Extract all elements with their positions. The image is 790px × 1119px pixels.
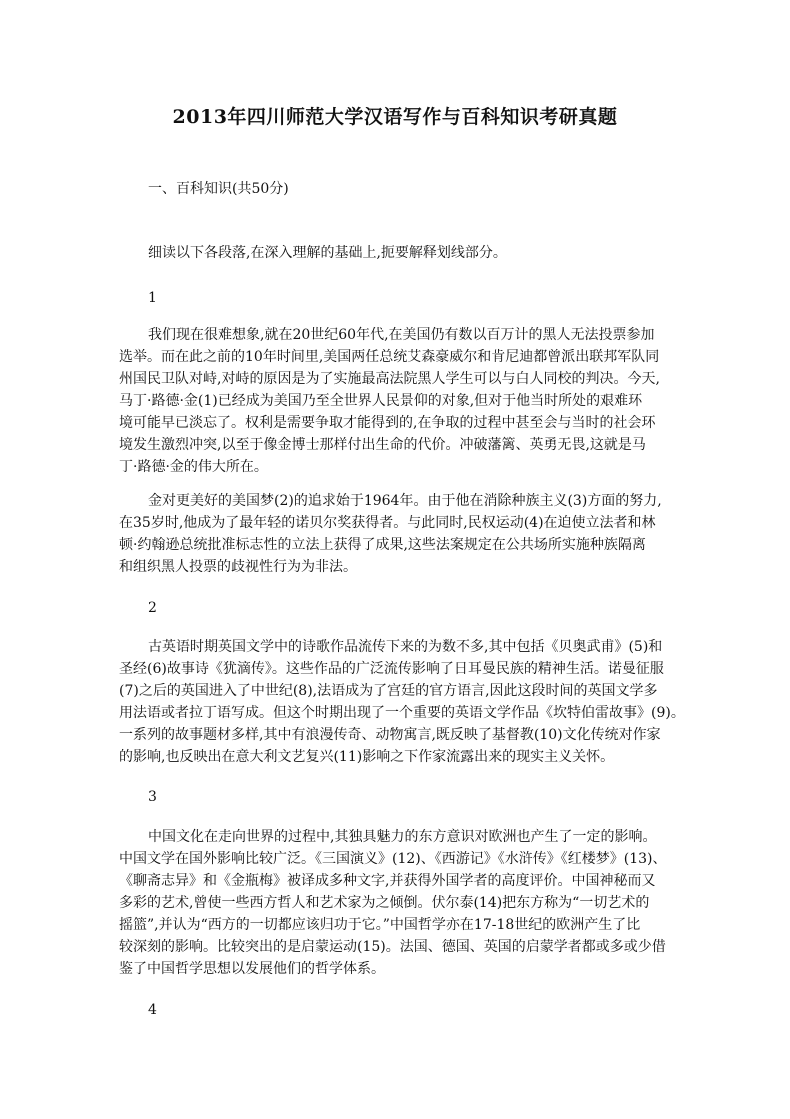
- paragraph-line: 和组织黑人投票的歧视性行为为非法。: [119, 559, 357, 575]
- paragraph-line: 中国文学在国外影响比较广泛。《三国演义》(12)、《西游记》《水浒传》《红楼梦》(13)、: [119, 851, 667, 867]
- paragraph-line: 较深刻的影响。比较突出的是启蒙运动(15)。法国、德国、英国的启蒙学者都或多或少借: [119, 939, 666, 955]
- paragraph-line: 金对更美好的美国梦(2)的追求始于1964年。由于他在消除种族主义(3)方面的努力,: [148, 493, 662, 509]
- paragraph-line: 丁·路德·金的伟大所在。: [119, 459, 268, 475]
- paragraph-line: 圣经(6)故事诗《犹滴传》。这些作品的广泛流传影响了日耳曼民族的精神生活。诺曼征服: [119, 661, 664, 677]
- paragraph-line: 鉴了中国哲学思想以发展他们的哲学体系。: [119, 961, 385, 977]
- paragraph-line: 摇篮”,并认为“西方的一切都应该归功于它。”中国哲学亦在17-18世纪的欧洲产生了比: [119, 917, 641, 933]
- paragraph-line: 我们现在很难想象,就在20世纪60年代,在美国仍有数以百万计的黑人无法投票参加: [148, 327, 655, 343]
- paragraph-line: 的影响,也反映出在意大利文艺复兴(11)影响之下作家流露出来的现实主义关怀。: [119, 749, 615, 765]
- item-number: 3: [148, 789, 157, 805]
- paragraph-line: 古英语时期英国文学中的诗歌作品流传下来的为数不多,其中包括《贝奥武甫》(5)和: [148, 639, 663, 655]
- paragraph-line: 马丁·路德·金(1)已经成为美国乃至全世界人民景仰的对象,但对于他当时所处的艰难环: [119, 393, 643, 409]
- item-number: 4: [148, 1002, 157, 1018]
- item-number: 2: [148, 600, 157, 616]
- paragraph-line: 境发生激烈冲突,以至于像金博士那样付出生命的代价。冲破藩篱、英勇无畏,这就是马: [119, 437, 646, 453]
- paragraph-line: 中国文化在走向世界的过程中,其独具魅力的东方意识对欧洲也产生了一定的影响。: [148, 829, 657, 845]
- paragraph-line: 州国民卫队对峙,对峙的原因是为了实施最高法院黑人学生可以与白人同校的判决。今天,: [119, 371, 660, 387]
- paragraph-line: (7)之后的英国进入了中世纪(8),法语成为了宫廷的官方语言,因此这段时间的英国文学多: [119, 683, 658, 699]
- section-heading: 一、百科知识(共50分): [148, 181, 289, 197]
- paragraph-line: 顿·约翰逊总统批准标志性的立法上获得了成果,这些法案规定在公共场所实施种族隔离: [119, 537, 646, 553]
- paragraph-line: 一系列的故事题材多样,其中有浪漫传奇、动物寓言,既反映了基督教(10)文化传统对作家: [119, 727, 661, 743]
- paragraph-line: 选举。而在此之前的10年时间里,美国两任总统艾森豪威尔和肯尼迪都曾派出联邦军队同: [119, 349, 660, 365]
- paragraph-line: 用法语或者拉丁语写成。但这个时期出现了一个重要的英语文学作品《坎特伯雷故事》(9)。: [119, 705, 685, 721]
- paragraph-line: 境可能早已淡忘了。权利是需要争取才能得到的,在争取的过程中甚至会与当时的社会环: [119, 415, 656, 431]
- paragraph-line: 《聊斋志异》和《金瓶梅》被译成多种文字,并获得外国学者的高度评价。中国神秘而又: [119, 873, 656, 889]
- instruction-text: 细读以下各段落,在深入理解的基础上,扼要解释划线部分。: [148, 245, 507, 261]
- paragraph-line: 多彩的艺术,曾使一些西方哲人和艺术家为之倾倒。伏尔泰(14)把东方称为“一切艺术的: [119, 895, 650, 911]
- item-number: 1: [148, 290, 157, 306]
- paragraph-line: 在35岁时,他成为了最年轻的诺贝尔奖获得者。与此同时,民权运动(4)在迫使立法者和林: [119, 515, 656, 531]
- document-title: 2013年四川师范大学汉语写作与百科知识考研真题: [172, 106, 618, 128]
